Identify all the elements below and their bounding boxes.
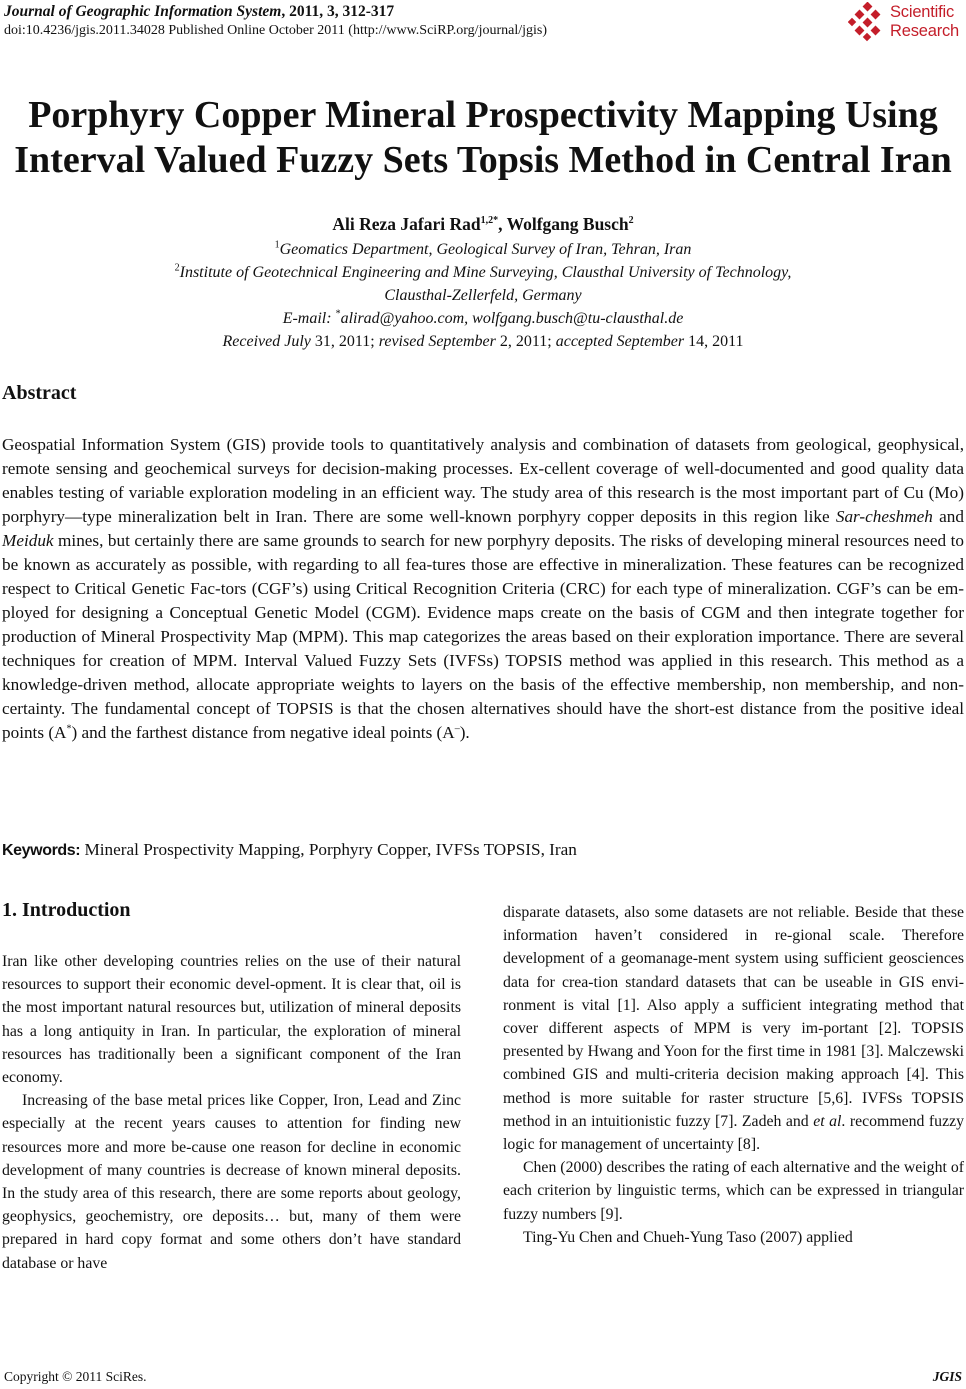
affiliation-1	[0, 241, 966, 259]
keywords-line	[2, 840, 577, 860]
footer-copyright: Copyright © 2011 SciRes.	[4, 1369, 147, 1384]
email-label: E-mail:	[282, 310, 336, 327]
abstract-and: and	[932, 507, 964, 526]
intro-et-al: et al	[813, 1112, 842, 1130]
intro-paragraph-4: Chen (2000) describes the rating of each alternative and the weight of each criterion by linguistic terms, which can be expressed in triangular fuzzy numbers [9].	[503, 1159, 964, 1223]
intro-paragraph-2: Increasing of the base metal prices like Copper, Iron, Lead and Zinc especially at the recent years causes to attention for finding new resources more and more be-cause one reason for decline in economic development of many countries is decrease of known mineral deposits. In the study area of this research, there are some reports about geology, geophysics, geochemistry, ore deposits… but, many of them were prepared in hard copy format and some others don’t have standard database or have	[2, 1092, 461, 1272]
authors	[0, 214, 966, 235]
logo-mark-icon	[848, 2, 888, 42]
abstract-text-3: ) and the farthest distance from negative ideal points (A	[71, 723, 455, 742]
intro-paragraph-3-text: disparate datasets, also some datasets are not reliable. Beside that these information haven’t considered in re-gional scale. Therefore development of a geomanage-ment system using sufficient geosciences data for crea-tion standard datasets that can be useable in GIS envi-ronment is vital [1]. Also apply a sufficient integrating method that cover different aspects of MPM is very im-portant [2]. TOPSIS presented by Hwang and Yoon for the first time in 1981 [3]. Malczewski combined GIS and multi-criteria decision making approach [4]. This method is more suitable for raster structure [5,6]. IVFSs TOPSIS method in an intuitionistic fuzzy [7]. Zadeh and	[503, 904, 964, 1130]
right-column	[503, 901, 964, 1249]
abstract-sup-plus: *	[66, 723, 72, 735]
author-separator: ,	[498, 214, 507, 234]
keywords-label: Keywords:	[2, 842, 81, 859]
scientific-research-logo	[848, 2, 966, 42]
logo-text	[890, 3, 959, 41]
keywords-text: Mineral Prospectivity Mapping, Porphyry Copper, IVFSs TOPSIS, Iran	[80, 840, 577, 859]
abstract-sup-minus: –	[454, 723, 460, 735]
journal-header	[4, 3, 394, 21]
affil-2-num: 2	[174, 262, 180, 274]
abstract-meiduk: Meiduk	[2, 531, 54, 550]
logo-line2: Research	[890, 22, 960, 40]
section-heading-introduction: 1. Introduction	[2, 899, 131, 921]
journal-name: Journal of Geographic Information System	[4, 3, 282, 20]
intro-paragraph-3-end: . recommend fuzzy logic for management of uncertainty [8].	[503, 1112, 965, 1154]
intro-paragraph-3	[503, 901, 964, 1156]
logo-line1: Scientific	[890, 3, 955, 21]
received-date: 31, 2011;	[310, 333, 379, 350]
affiliation-2	[0, 264, 966, 282]
affil-1-text: Geomatics Department, Geological Survey of Iran, Tehran, Iran	[279, 241, 692, 258]
abstract-text-4: ).	[459, 723, 470, 742]
affil-2-text: Institute of Geotechnical Engineering and Mine Surveying, Clausthal University of Technology,	[179, 264, 792, 281]
author-2-affil: 2	[628, 215, 634, 227]
intro-paragraph-5: Ting-Yu Chen and Chueh-Yung Taso (2007) applied	[523, 1228, 853, 1246]
email-star: *	[335, 308, 341, 320]
abstract-text-2: mines, but certainly there are same grounds to search for new porphyry deposits. The risks of developing mineral resources need to be known as accurately as possible, with regarding to all fea-tures those are effective in mineralization. These features can be recognized respect to Critical Genetic Fac-tors (CGF’s) using Critical Recognition Criteria (CRC) for each type of mineralization. CGF’s can be em-ployed for designing a Conceptual Genetic Model (CGM). Evidence maps create on the basis of CGM and then integrate together for production of Mineral Prospectivity Map (MPM). This map categorizes the areas based on their exploration importance. There are several techniques for creation of MPM. Interval Valued Fuzzy Sets (IVFSs) TOPSIS method was applied in this research. This method as a knowledge-driven method, allocate appropriate weights to layers on the basis of the effective membership, non membership, and non-certainty. The fundamental concept of TOPSIS is that the chosen alternatives should have the short-est distance from the positive ideal points (A	[2, 531, 964, 742]
author-1-affil: 1,2*	[480, 215, 499, 227]
revised-date: 2, 2011;	[495, 333, 556, 350]
email-line	[0, 310, 966, 328]
abstract-sarcheshmeh: Sar-cheshmeh	[835, 507, 933, 526]
abstract-text-1: Geospatial Information System (GIS) provide tools to quantitatively analysis and combination of datasets from geological, geophysical, remote sensing and geochemical surveys for decision-making processes. Ex-cellent coverage of well-documented and good quality data enables testing of variable exploration modeling in an efficient way. The study area of this research is the most important part of Cu (Mo) porphyry—type mineralization belt in Iran. There are some well-known porphyry copper deposits in this region like	[2, 435, 964, 526]
author-2: Wolfgang Busch	[506, 214, 629, 234]
paper-title	[0, 93, 966, 183]
revised-label: revised September	[378, 333, 496, 350]
author-1: Ali Reza Jafari Rad	[332, 214, 481, 234]
left-column	[2, 950, 461, 1275]
received-label: Received July	[222, 333, 311, 350]
intro-paragraph-1: Iran like other developing countries relies on the use of their natural resources to support their economic devel-opment. It is clear that, oil is the most important natural resources but, utilization of mineral deposits has a long antiquity in Iran. In particular, the exploration of mineral resources has traditionally been a significant component of the Iran economy.	[2, 953, 461, 1087]
journal-citation: , 2011, 3, 312-317	[281, 3, 395, 20]
title-line-1: Porphyry Copper Mineral Prospectivity Mapping Using	[28, 94, 938, 136]
title-line-2: Interval Valued Fuzzy Sets Topsis Method in Central Iran	[14, 139, 952, 181]
accepted-date: 14, 2011	[684, 333, 744, 350]
affiliation-2-cont: Clausthal-Zellerfeld, Germany	[384, 287, 582, 304]
email-addresses: alirad@yahoo.com, wolfgang.busch@tu-clausthal.de	[340, 310, 684, 327]
affil-1-num: 1	[274, 239, 280, 251]
doi-line: doi:10.4236/jgis.2011.34028 Published Online October 2011 (http://www.SciRP.org/journal/jgis)	[4, 23, 548, 38]
received-dates	[0, 333, 966, 351]
abstract-heading: Abstract	[2, 382, 77, 404]
abstract-body	[2, 433, 964, 745]
accepted-label: accepted September	[555, 333, 685, 350]
footer-journal-abbr: JGIS	[932, 1369, 962, 1384]
